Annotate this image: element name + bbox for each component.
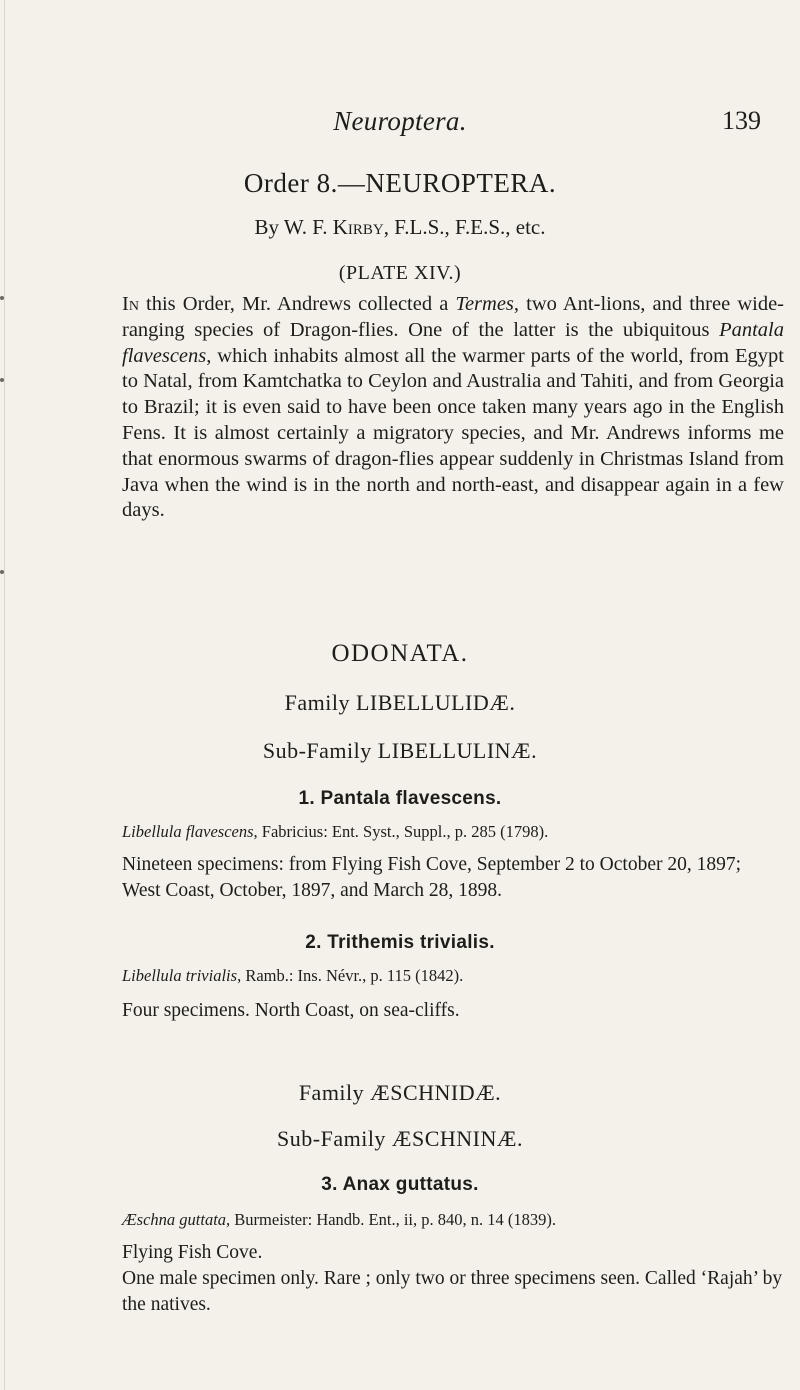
intro-species-pantala: Pantala flavescens — [122, 318, 784, 367]
citation-pantala — [122, 822, 784, 842]
running-title: Neuroptera. — [333, 106, 467, 136]
margin-dot — [0, 570, 4, 574]
author-prefix: By W. F. — [254, 215, 333, 239]
species-title-trithemis: 2. Trithemis trivialis. — [305, 932, 495, 953]
intro-paragraph — [122, 292, 784, 524]
intro-text-3: , which inhabits almost all the warmer parts of the world, from Egypt to Natal, from Kamtchatka to Ceylon and Australia and Tahiti, and from Georgia to Brazil; it is even said to have been once taken many years ago in the English Fens. It is almost certainly a migratory species, and Mr. Andrews informs me that enormous swarms of dragon-flies appear suddenly in Christmas Island from Java when the wind is in the north and north-east, and disappear again in a few days. — [122, 344, 784, 522]
species-title-anax: 3. Anax guttatus. — [321, 1174, 479, 1195]
citation-rest: , Ramb.: Ins. Névr., p. 115 (1842). — [237, 966, 464, 985]
citation-name: Libellula flavescens — [122, 822, 254, 841]
intro-genus-termes: Termes — [455, 293, 514, 315]
citation-anax — [122, 1210, 784, 1230]
subfamily-heading-aeschninae: Sub-Family ÆSCHNINÆ. — [277, 1126, 523, 1151]
record-trithemis: Four specimens. North Coast, on sea-cliffs. — [122, 1000, 460, 1021]
intro-first-word: In — [122, 293, 139, 315]
record-pantala: Nineteen specimens: from Flying Fish Cove, September 2 to October 20, 1897; West Coast, October, 1897, and March 28, 1898. — [122, 854, 742, 901]
citation-rest: , Burmeister: Handb. Ent., ii, p. 840, n. 14 (1839). — [226, 1210, 557, 1229]
citation-name: Æschna guttata — [122, 1210, 227, 1229]
intro-text-2: , two Ant-lions, and three wide-ranging species of Dragon-flies. One of the latter is the ubiquitous — [122, 293, 784, 341]
species-title-pantala: 1. Pantala flavescens. — [298, 788, 502, 809]
author-line — [0, 215, 800, 240]
suborder-heading: ODONATA. — [331, 640, 469, 667]
margin-dot — [0, 296, 4, 300]
order-title: Order 8.—NEUROPTERA. — [243, 168, 557, 198]
family-heading-aeschnidae: Family ÆSCHNIDÆ. — [298, 1080, 502, 1105]
record-anax-notes: One male specimen only. Rare ; only two or three specimens seen. Called ‘Rajah’ by the natives. — [122, 1268, 783, 1315]
citation-rest: , Fabricius: Ent. Syst., Suppl., p. 285 (1798). — [253, 822, 549, 841]
record-anax — [122, 1240, 784, 1318]
record-anax-locality: Flying Fish Cove. — [122, 1242, 263, 1263]
margin-dot — [0, 378, 4, 382]
citation-name: Libellula trivialis — [122, 966, 238, 985]
intro-text-1: this Order, Mr. Andrews collected a — [138, 293, 456, 315]
plate-reference: (PLATE XIV.) — [338, 262, 462, 284]
subfamily-heading-libellulinae: Sub-Family LIBELLULINÆ. — [262, 738, 538, 763]
citation-trithemis — [122, 966, 784, 986]
author-name: Kirby — [332, 215, 384, 239]
family-heading-libellulidae: Family LIBELLULIDÆ. — [284, 690, 516, 715]
page-number: 139 — [722, 106, 761, 135]
author-suffix: , F.L.S., F.E.S., etc. — [383, 215, 546, 239]
